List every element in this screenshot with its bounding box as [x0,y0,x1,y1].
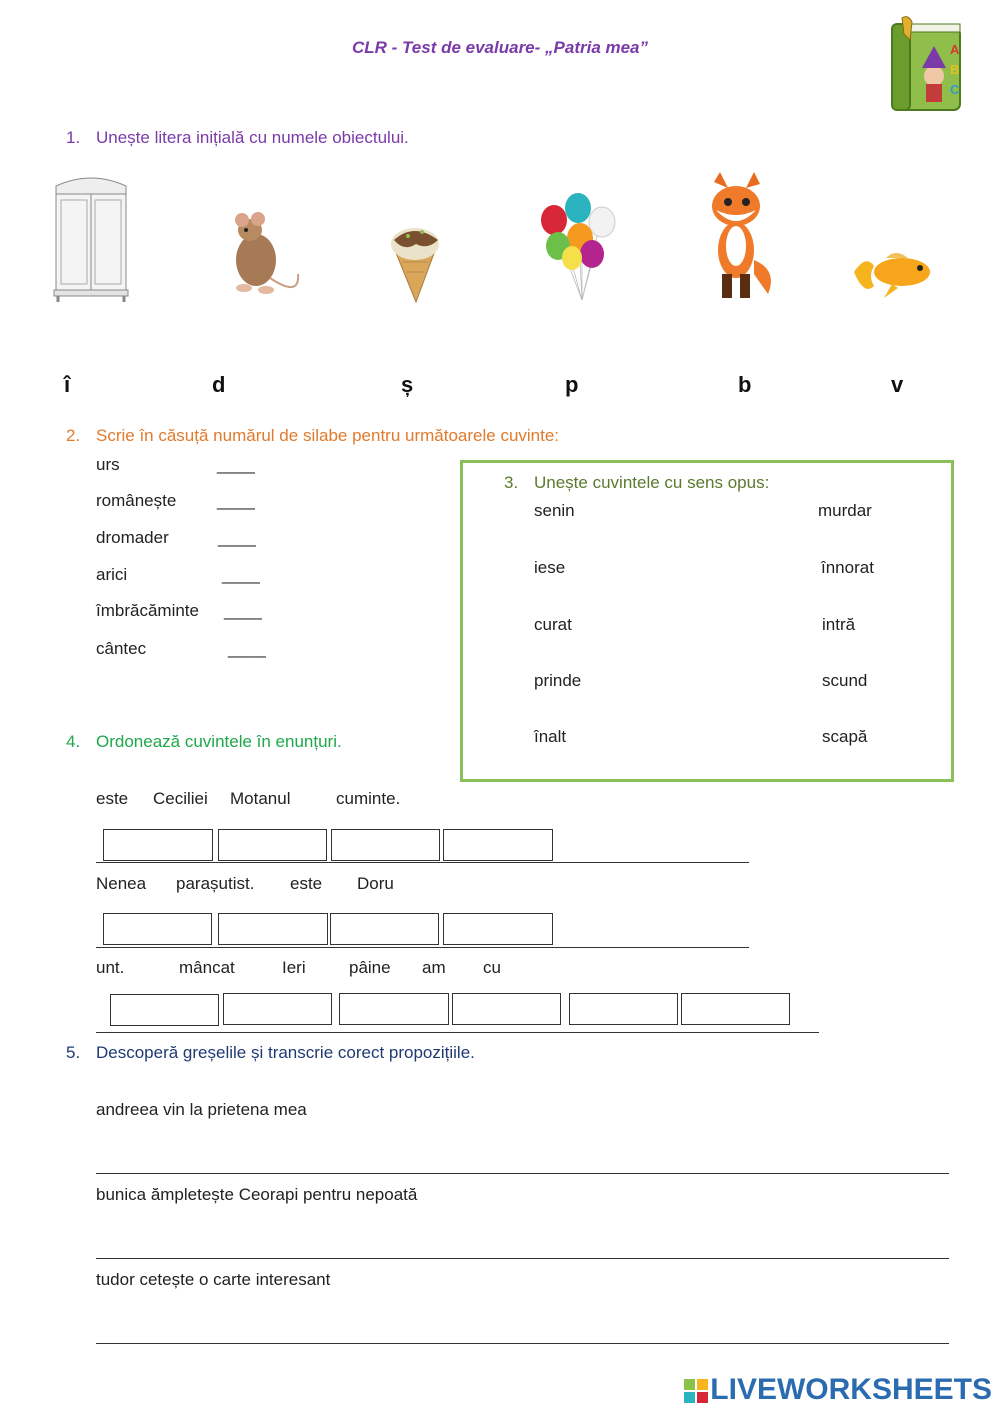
order-answer-box[interactable] [330,913,439,945]
letter-v[interactable]: v [891,372,904,397]
order-answer-box[interactable] [218,829,327,861]
syllable-word: urs [96,455,120,474]
syllable-word: românește [96,491,177,510]
fox-image [694,170,774,304]
question-text: Scrie în căsuță numărul de silabe pentru următoarele cuvinte: [96,426,560,445]
syllable-blank[interactable]: ____ [217,491,255,510]
letter-i-circumflex[interactable]: î [64,372,71,397]
scrambled-word: Nenea [96,874,147,893]
order-answer-box[interactable] [443,829,553,861]
writing-line [96,1032,819,1033]
question-number: 4. [66,732,81,751]
page-title: CLR - Test de evaluare- „Patria mea” [351,38,649,57]
scrambled-word: am [422,958,446,977]
order-answer-box[interactable] [103,829,213,861]
svg-text:B: B [950,62,960,77]
opposite-left-word[interactable]: curat [534,615,572,634]
faulty-sentence: andreea vin la prietena mea [96,1100,307,1119]
order-answer-box[interactable] [223,993,332,1025]
letter-s-comma[interactable]: ș [401,372,414,397]
question-text: Ordonează cuvintele în enunțuri. [96,732,342,751]
order-answer-box[interactable] [110,994,219,1026]
question-number: 5. [66,1043,81,1062]
syllable-word: cântec [96,639,147,658]
question-number: 1. [66,128,81,147]
opposite-right-word[interactable]: scapă [822,727,868,746]
syllable-blank[interactable]: ____ [222,565,260,584]
scrambled-word: Ceciliei [153,789,208,808]
writing-line [96,862,749,863]
mouse-image [222,208,302,304]
letter-p[interactable]: p [565,372,579,397]
opposite-right-word[interactable]: înnorat [821,558,874,577]
syllable-word: arici [96,565,128,584]
scrambled-word: cu [483,958,501,977]
ice-cream-image [384,218,446,304]
answer-line[interactable] [96,1258,949,1259]
opposite-right-word[interactable]: intră [822,615,856,634]
goldfish-image [850,248,942,302]
abc-book-icon [884,16,968,114]
syllable-blank[interactable]: ____ [228,639,266,658]
order-answer-box[interactable] [681,993,790,1025]
scrambled-word: cuminte. [336,789,401,808]
syllable-blank[interactable]: ____ [224,601,262,620]
opposite-left-word[interactable]: iese [534,558,566,577]
question-number: 3. [504,473,519,492]
scrambled-word: pâine [349,958,391,977]
opposite-right-word[interactable]: murdar [818,501,872,520]
scrambled-word: este [290,874,323,893]
order-answer-box[interactable] [569,993,678,1025]
faulty-sentence: bunica ămpletește Ceorapi pentru nepoată [96,1185,418,1204]
scrambled-word: unt. [96,958,125,977]
logo-text: LIVEWORKSHEETS [710,1373,992,1406]
wardrobe-image [50,172,132,304]
writing-line [96,947,749,948]
answer-line[interactable] [96,1343,949,1344]
order-answer-box[interactable] [443,913,553,945]
question-text: Descoperă greșelile și transcrie corect propozițiile. [96,1043,475,1062]
syllable-word: îmbrăcăminte [96,601,199,620]
svg-text:C: C [950,82,960,97]
scrambled-word: Doru [357,874,394,893]
faulty-sentence: tudor cetește o carte interesant [96,1270,331,1289]
question-4 [66,732,342,752]
liveworksheets-logo [684,1373,992,1407]
scrambled-word: parașutist. [176,874,255,893]
scrambled-word: Ieri [282,958,306,977]
scrambled-word: este [96,789,129,808]
order-answer-box[interactable] [103,913,212,945]
scrambled-word: Motanul [230,789,291,808]
order-answer-box[interactable] [452,993,561,1025]
syllable-blank[interactable]: ____ [217,455,255,474]
question-3 [504,473,769,493]
scrambled-word: mâncat [179,958,235,977]
opposite-left-word[interactable]: prinde [534,671,582,690]
opposite-left-word[interactable]: înalt [534,727,567,746]
answer-line[interactable] [96,1173,949,1174]
opposite-right-word[interactable]: scund [822,671,868,690]
balloons-image [538,192,618,304]
question-5 [66,1043,475,1063]
question-2 [66,426,559,446]
question-1 [66,128,409,148]
order-answer-box[interactable] [218,913,328,945]
syllable-blank[interactable]: ____ [218,528,256,547]
letter-d[interactable]: d [212,372,226,397]
svg-text:A: A [950,42,960,57]
letter-b[interactable]: b [738,372,752,397]
question-text: Unește litera inițială cu numele obiectului. [96,128,409,147]
order-answer-box[interactable] [339,993,449,1025]
question-text: Unește cuvintele cu sens opus: [534,473,770,492]
syllable-word: dromader [96,528,169,547]
opposite-left-word[interactable]: senin [534,501,575,520]
liveworksheets-mark-icon [684,1379,708,1403]
question-number: 2. [66,426,81,445]
order-answer-box[interactable] [331,829,440,861]
